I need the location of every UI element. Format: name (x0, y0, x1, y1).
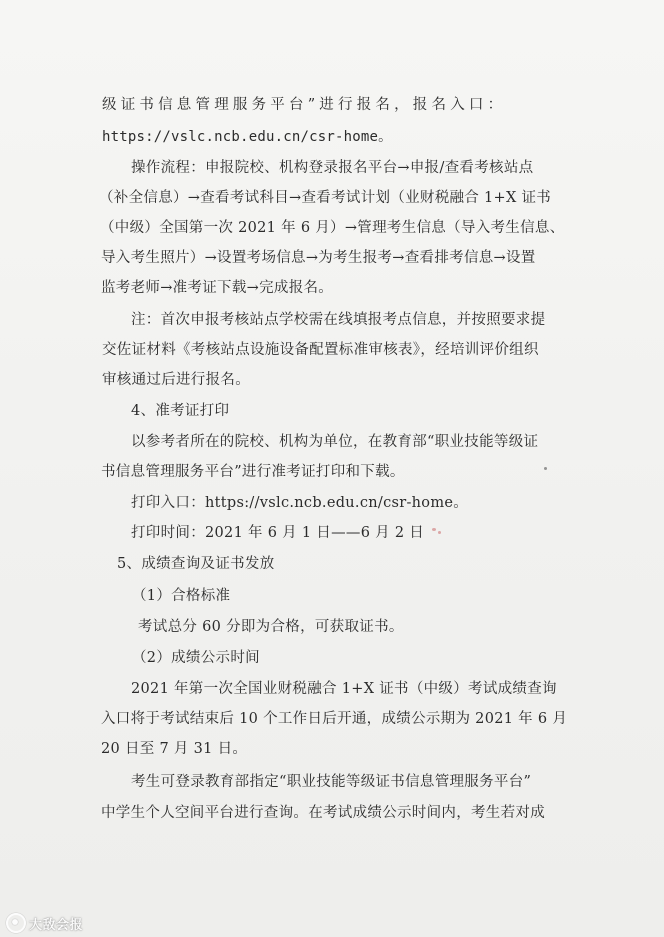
text-line-20: 2021 年第一次全国业财税融合 1+X 证书（中级）考试成绩查询 (131, 681, 557, 697)
text-line-23: 考生可登录教育部指定“职业技能等级证书信息管理服务平台” (131, 774, 532, 790)
watermark-logo-icon (6, 913, 26, 933)
subheading-1: （1）合格标准 (132, 588, 231, 604)
text-line-6: 导入考生照片）→设置考场信息→为考生报考→查看排考信息→设置 (101, 250, 536, 266)
text-line-9: 交佐证材料《考核站点设施设备配置标准审核表》，经培训评价组织 (102, 342, 539, 358)
text-line-14: 打印入口：https://vslc.ncb.edu.cn/csr-home。 (131, 495, 469, 511)
text-line-13: 书信息管理服务平台”进行准考证打印和下载。 (101, 464, 405, 480)
text-line-8: 注：首次申报考核站点学校需在线填报考点信息，并按照要求提 (131, 312, 546, 328)
text-line-22: 20 日至 7 月 31 日。 (101, 741, 248, 757)
text-line-15: 打印时间：2021 年 6 月 1 日——6 月 2 日 (131, 525, 425, 541)
watermark (6, 913, 83, 933)
text-line-18: 考试总分 60 分即为合格，可获取证书。 (138, 619, 404, 635)
text-line-12: 以参考者所在的院校、机构为单位，在教育部“职业技能等级证 (131, 434, 539, 450)
text-line-2-url: https://vslc.ncb.edu.cn/csr-home。 (102, 129, 393, 145)
text-line-21: 入口将于考试结束后 10 个工作日后开通，成绩公示期为 2021 年 6 月 (101, 711, 568, 727)
scan-dot (544, 467, 547, 470)
text-line-7: 监考老师→准考证下载→完成报名。 (101, 280, 334, 296)
text-line-4: （补全信息）→查看考试科目→查看考试计划（业财税融合 1+X 证书 (99, 190, 552, 206)
section-heading-5: 5、成绩查询及证书发放 (117, 556, 275, 572)
watermark-text: 大敌会报 (29, 917, 84, 933)
text-line-3: 操作流程：申报院校、机构登录报名平台→申报/查看考核站点 (131, 160, 534, 176)
section-heading-4: 4、准考证打印 (131, 403, 230, 419)
text-line-1: 级证书信息管理服务平台”进行报名，报名入口： (102, 97, 507, 113)
text-line-5: （中级）全国第一次 2021 年 6 月）→管理考生信息（导入考生信息、 (100, 220, 565, 236)
scan-speck (432, 528, 436, 531)
text-line-24: 中学生个人空间平台进行查询。在考试成绩公示时间内，考生若对成 (101, 805, 545, 821)
subheading-2: （2）成绩公示时间 (132, 650, 260, 666)
scan-speck (438, 531, 441, 534)
text-line-10: 审核通过后进行报名。 (102, 372, 250, 388)
